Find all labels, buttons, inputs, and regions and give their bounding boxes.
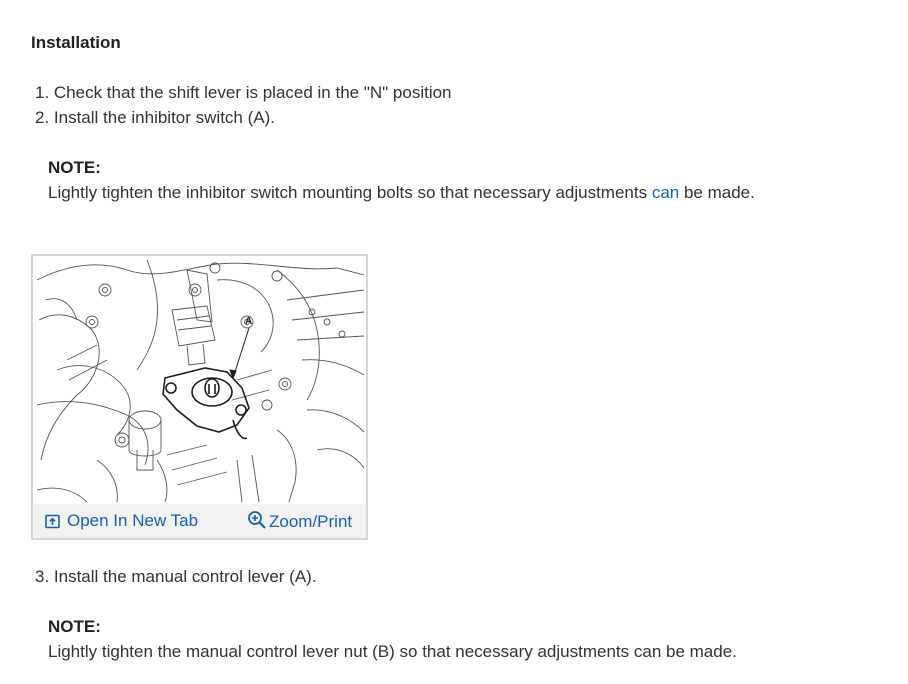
step-3: 3. Install the manual control lever (A). bbox=[35, 567, 317, 586]
figure-panel bbox=[31, 254, 368, 540]
step-2: 2. Install the inhibitor switch (A). bbox=[35, 108, 275, 127]
open-in-new-tab-icon bbox=[45, 514, 60, 529]
note-title: NOTE: bbox=[48, 158, 101, 177]
note-text-after: be made. bbox=[679, 183, 755, 202]
zoom-print-link[interactable] bbox=[247, 508, 352, 532]
zoom-in-icon bbox=[247, 510, 267, 530]
open-in-new-tab-label: Open In New Tab bbox=[67, 511, 199, 530]
open-in-new-tab-link[interactable] bbox=[45, 511, 198, 531]
section-heading: Installation bbox=[31, 33, 121, 52]
diagram-drawing bbox=[37, 260, 364, 502]
note-text-2: Lightly tighten the manual control lever nut (B) so that necessary adjustments can be made. bbox=[48, 642, 737, 661]
note-text-before: Lightly tighten the inhibitor switch mounting bolts so that necessary adjustments bbox=[48, 183, 652, 202]
inhibitor-switch-diagram[interactable] bbox=[37, 260, 364, 502]
figure-toolbar bbox=[33, 504, 366, 538]
note-link-word: can bbox=[651, 183, 680, 202]
callout-label-a: A bbox=[245, 316, 253, 327]
note-title-2: NOTE: bbox=[48, 617, 101, 636]
note-text bbox=[48, 183, 755, 203]
step-1: 1. Check that the shift lever is placed in the "N" position bbox=[35, 83, 452, 102]
zoom-print-label: Zoom/Print bbox=[269, 512, 353, 531]
